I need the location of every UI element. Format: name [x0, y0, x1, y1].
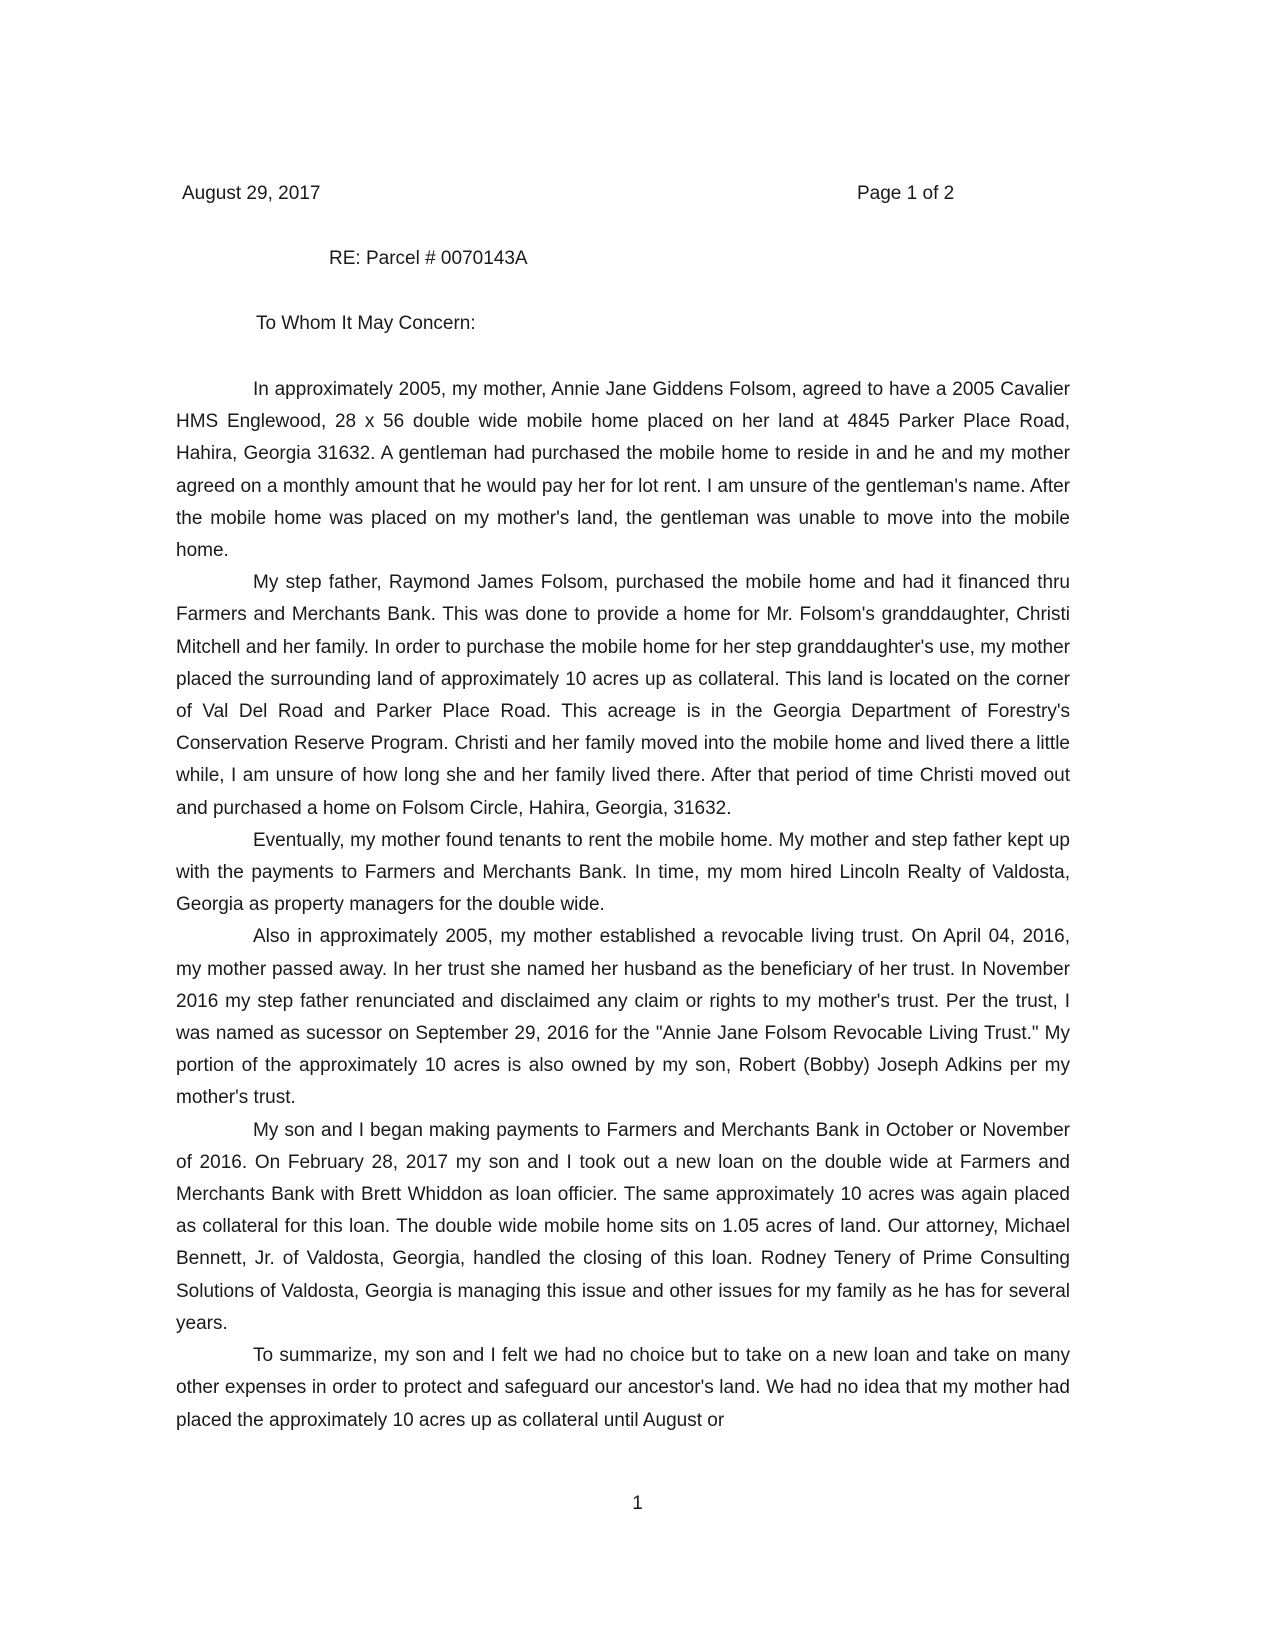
salutation: To Whom It May Concern: [256, 313, 476, 334]
reference-line: RE: Parcel # 0070143A [329, 248, 528, 269]
paragraph-4: Also in approximately 2005, my mother established a revocable living trust. On April 04, 2016, my mother passed away. In her trust she named her husband as the beneficiary of her trust. In November 2016 my step father renunciated and disclaimed any claim or rights to my mother's trust. Per the trust, I was named as sucessor on September 29, 2016 for the "Annie Jane Folsom Revocable Living Trust." My portion of the approximately 10 acres is also owned by my son, Robert (Bobby) Joseph Adkins per my mother's trust. [176, 926, 1070, 1109]
page-indicator: Page 1 of 2 [857, 183, 955, 204]
paragraph-2: My step father, Raymond James Folsom, purchased the mobile home and had it financed thru Farmers and Merchants Bank. This was done to provide a home for Mr. Folsom's granddaughter, Christi Mitchell and her family. In order to purchase the mobile home for her step granddaughter's use, my mother placed the surrounding land of approximately 10 acres up as collateral. This land is located on the corner of Val Del Road and Parker Place Road. This acreage is in the Georgia Department of Forestry's Conservation Reserve Program. Christi and her family moved into the mobile home and lived there a little while, I am unsure of how long she and her family lived there. After that period of time Christi moved out and purchased a home on Folsom Circle, Hahira, Georgia, 31632. [176, 572, 1070, 819]
paragraph-1: In approximately 2005, my mother, Annie Jane Giddens Folsom, agreed to have a 2005 Cavalier HMS Englewood, 28 x 56 double wide mobile home placed on her land at 4845 Parker Place Road, Hahira, Georgia 31632. A gentleman had purchased the mobile home to reside in and he and my mother agreed on a monthly amount that he would pay her for lot rent. I am unsure of the gentleman's name. After the mobile home was placed on my mother's land, the gentleman was unable to move into the mobile home. [176, 379, 1070, 562]
paragraph-5: My son and I began making payments to Farmers and Merchants Bank in October or November of 2016. On February 28, 2017 my son and I took out a new loan on the double wide at Farmers and Merchants Bank with Brett Whiddon as loan officier. The same approximately 10 acres was again placed as collateral for this loan. The double wide mobile home sits on 1.05 acres of land. Our attorney, Michael Bennett, Jr. of Valdosta, Georgia, handled the closing of this loan. Rodney Tenery of Prime Consulting Solutions of Valdosta, Georgia is managing this issue and other issues for my family as he has for several years. [176, 1119, 1070, 1334]
footer-page-number: 1 [632, 1493, 643, 1514]
letter-date: August 29, 2017 [182, 183, 321, 204]
paragraph-6: To summarize, my son and I felt we had no choice but to take on a new loan and take on many other expenses in order to protect and safeguard our ancestor's land. We had no idea that my mother had placed the approximately 10 acres up as collateral until August or [176, 1345, 1070, 1431]
letter-body [176, 374, 1070, 1437]
paragraph-3: Eventually, my mother found tenants to rent the mobile home. My mother and step father kept up with the payments to Farmers and Merchants Bank. In time, my mom hired Lincoln Realty of Valdosta, Georgia as property managers for the double wide. [176, 829, 1070, 916]
